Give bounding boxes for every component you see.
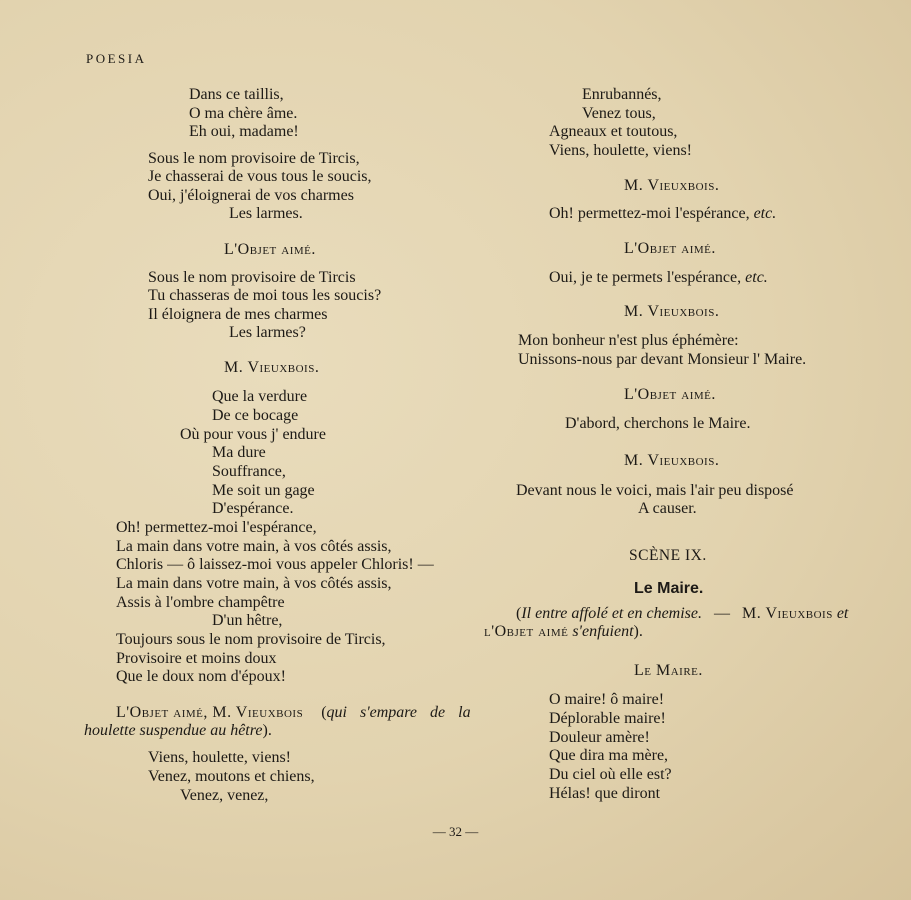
verse-line: Souffrance, [212, 463, 286, 480]
verse-line: Je chasserai de vous tous le soucis, [148, 168, 372, 185]
verse-line: La main dans votre main, à vos côtés assis, [116, 575, 392, 592]
verse-line: D'abord, cherchons le Maire. [565, 415, 751, 432]
verse-line: Oui, j'éloignerai de vos charmes [148, 187, 354, 204]
verse-line: De ce bocage [212, 407, 299, 424]
stage-direction-paren: ( [516, 605, 522, 622]
verse-line: Les larmes? [229, 324, 306, 341]
speaker-name: Le Maire. [634, 662, 703, 679]
verse-line: Oh! permettez-moi l'espérance, [116, 519, 317, 536]
verse-line: Dans ce taillis, [189, 86, 284, 103]
verse-line: Chloris — ô laissez-moi vous appeler Chloris! — [116, 556, 434, 573]
stage-direction-names: M. Vieuxbois [742, 605, 833, 622]
verse-etc: etc. [753, 205, 777, 222]
verse-line: A causer. [638, 500, 697, 517]
verse-line: Déplorable maire! [549, 710, 666, 727]
speaker-name: L'Objet aimé. [624, 240, 716, 257]
verse-line: Il éloignera de mes charmes [148, 306, 328, 323]
verse-line: O maire! ô maire! [549, 691, 665, 708]
verse-line: Unissons-nous par devant Monsieur l' Maire. [518, 351, 807, 368]
stage-direction [484, 623, 643, 641]
verse-line: Sous le nom provisoire de Tircis, [148, 150, 360, 167]
verse-line: Assis à l'ombre champêtre [116, 594, 285, 611]
verse-line: Devant nous le voici, mais l'air peu disposé [516, 482, 794, 499]
verse-line: Sous le nom provisoire de Tircis [148, 269, 356, 286]
stage-direction-names: L'Objet aimé, M. Vieuxbois [116, 704, 304, 721]
stage-direction [116, 704, 471, 722]
verse-line: Que le doux nom d'époux! [116, 668, 286, 685]
verse-etc: etc. [745, 269, 768, 286]
stage-direction-text: et [836, 605, 849, 622]
page-number: — 32 — [432, 824, 479, 839]
verse-line: Enrubannés, [582, 86, 662, 103]
verse-line: Ma dure [212, 444, 266, 461]
verse-line: Que la verdure [212, 388, 308, 405]
verse-line: D'un hêtre, [212, 612, 283, 629]
verse-line: Du ciel où elle est? [549, 766, 672, 783]
verse-line: O ma chère âme. [189, 105, 298, 122]
stage-direction-dash: — [714, 605, 730, 622]
stage-direction-names: l'Objet aimé [484, 623, 569, 640]
verse-line: Venez, moutons et chiens, [148, 768, 315, 785]
stage-direction-text: s'enfuient [572, 623, 634, 640]
stage-direction-text: qui s'empare de la [326, 704, 471, 721]
verse-line: Hélas! que diront [549, 785, 661, 802]
stage-direction-paren: ( [321, 704, 327, 721]
verse-line: Venez tous, [582, 105, 656, 122]
verse-line: Me soit un gage [212, 482, 315, 499]
verse-line: Tu chasseras de moi tous les soucis? [148, 287, 382, 304]
verse-line: Viens, houlette, viens! [148, 749, 292, 766]
stage-direction-text: Il entre affolé et en chemise. [521, 605, 702, 622]
verse-line: Où pour vous j' endure [180, 426, 326, 443]
verse-line: Agneaux et toutous, [549, 123, 678, 140]
stage-direction-paren: ). [633, 623, 643, 640]
verse-line: Venez, venez, [180, 787, 269, 804]
speaker-name: M. Vieuxbois. [624, 452, 720, 469]
scene-title: SCÈNE IX. [629, 547, 707, 564]
speaker-name: M. Vieuxbois. [224, 359, 320, 376]
stage-direction [84, 722, 272, 740]
verse-line: Eh oui, madame! [189, 123, 299, 140]
speaker-name: M. Vieuxbois. [624, 177, 720, 194]
stage-direction-paren: ). [262, 722, 272, 739]
verse-line [549, 269, 768, 287]
verse-line: Douleur amère! [549, 729, 650, 746]
verse-text: Oh! permettez-moi l'espérance, [549, 205, 750, 222]
verse-line: Viens, houlette, viens! [549, 142, 693, 159]
verse-line: Provisoire et moins doux [116, 650, 277, 667]
speaker-name: L'Objet aimé. [224, 241, 316, 258]
verse-line: Mon bonheur n'est plus éphémère: [518, 332, 739, 349]
stage-direction [516, 605, 848, 623]
verse-line: La main dans votre main, à vos côtés assis, [116, 538, 392, 555]
verse-line: Que dira ma mère, [549, 747, 669, 764]
scene-character: Le Maire. [634, 580, 704, 597]
speaker-name: M. Vieuxbois. [624, 303, 720, 320]
speaker-name: L'Objet aimé. [624, 386, 716, 403]
verse-line [549, 205, 776, 223]
verse-line: Toujours sous le nom provisoire de Tircis, [116, 631, 386, 648]
verse-line: D'espérance. [212, 500, 294, 517]
verse-text: Oui, je te permets l'espérance, [549, 269, 742, 286]
running-header: POESIA [86, 51, 147, 66]
stage-direction-text: houlette suspendue au hêtre [84, 722, 263, 739]
verse-line: Les larmes. [229, 205, 303, 222]
